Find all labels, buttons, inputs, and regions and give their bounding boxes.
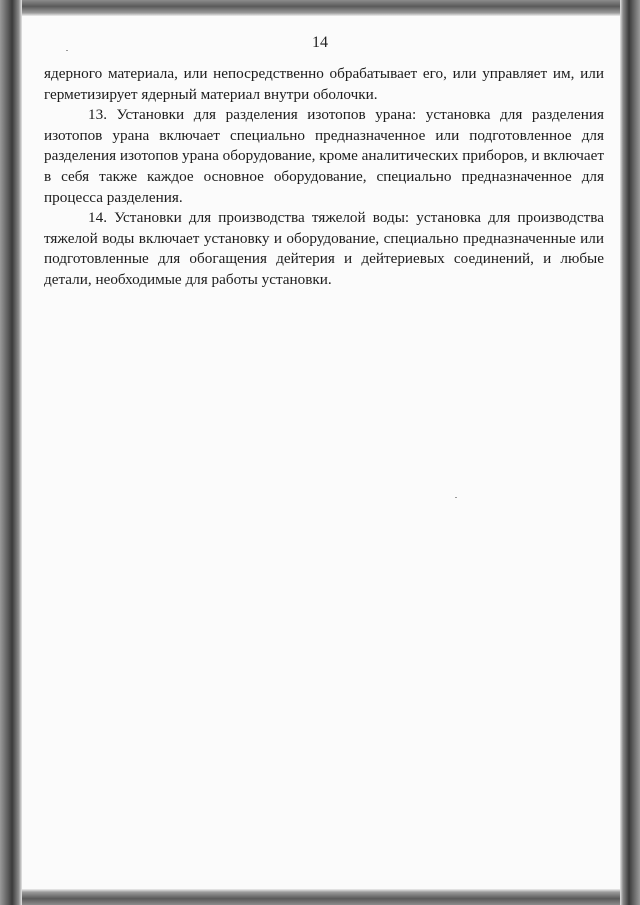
scan-speck (66, 50, 68, 51)
page-number: 14 (312, 34, 328, 51)
scan-border-left (0, 0, 22, 905)
scan-border-top (0, 0, 640, 16)
paragraph-continuation: ядерного материала, или непосредственно обрабатывает его, или управляет им, или герметизирует ядерный материал внутри оболочки. (44, 65, 604, 103)
document-body (44, 64, 604, 291)
scan-border-bottom (0, 889, 640, 905)
paragraph-item-13: 13. Установки для разделения изотопов урана: установка для разделения изотопов урана включает специально предназначенное или подготовленное для разделения изотопов урана оборудование, кроме аналитических приборов, и включает в себя также каждое основное оборудование, специально предназначенное для процесса разделения. (44, 106, 604, 206)
scan-border-right (620, 0, 640, 905)
scan-speck (455, 497, 457, 498)
paragraph-item-14: 14. Установки для производства тяжелой воды: установка для производства тяжелой воды включает установку и оборудование, специально предназначенные или подготовленные для обогащения дейтерия и дейтериевых соединений, и любые детали, необходимые для работы установки. (44, 209, 604, 288)
